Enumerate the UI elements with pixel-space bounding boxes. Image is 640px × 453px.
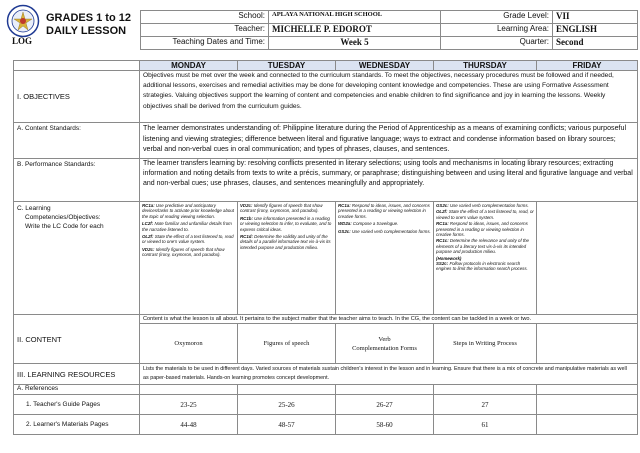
competencies-wednesday [336, 202, 434, 315]
lm-friday [537, 415, 638, 435]
content-tuesday: Figures of speech [238, 324, 336, 364]
day-thursday: THURSDAY [434, 61, 537, 71]
header-table [140, 10, 638, 50]
lc-item: GS2c: Use varied verb complementation forms. [436, 203, 529, 208]
blank-corner [14, 61, 140, 71]
content-wednesday-line2: Complementation Forms [352, 344, 417, 352]
lm-wednesday: 58-60 [336, 415, 434, 435]
day-tuesday: TUESDAY [238, 61, 336, 71]
lc-item: LC2f: Note familiar and unfamiliar details from the narrative listened to. [142, 221, 232, 232]
lesson-table [13, 60, 638, 435]
competencies-label-line2: Competencies/Objectives: [25, 214, 101, 221]
lc-item: RC1b: Use information presented in a reading or viewing selection to infer, to evaluate, and to express critical ideas. [240, 215, 332, 232]
competencies-tuesday [238, 202, 336, 315]
content-note: Content is what the lesson is all about. It pertains to the subject matter that the teacher aims to teach. In the CG, the content can be tackled in a week or two. [140, 315, 638, 324]
performance-standards-label: B. Performance Standards: [14, 159, 140, 202]
blank-cell [336, 385, 434, 395]
competencies-monday [140, 202, 238, 315]
lm-thursday: 61 [434, 415, 537, 435]
resources-label: III. LEARNING RESOURCES [14, 364, 140, 385]
teacher-value: MICHELLE P. EDOROT [269, 24, 441, 37]
logo-text: LOG [12, 36, 33, 46]
competencies-friday [537, 202, 638, 315]
seal-icon [6, 4, 40, 38]
day-wednesday: WEDNESDAY [336, 61, 434, 71]
content-monday: Oxymoron [140, 324, 238, 364]
school-label: School: [141, 11, 269, 24]
lc-item: (Homework) [436, 255, 462, 261]
lc-item: RC1d: Determine the validity and unity of the details of a parallel informative text vis-à-vis its intended purpose and production milieu. [240, 234, 331, 250]
teachers-guide-label: 1. Teacher's Guide Pages [14, 395, 140, 415]
content-thursday: Steps in Writing Process [434, 324, 537, 364]
tg-thursday: 27 [434, 395, 537, 415]
blank-cell [434, 385, 537, 395]
learners-materials-label: 2. Learner's Materials Pages [14, 415, 140, 435]
tg-monday: 23-25 [140, 395, 238, 415]
lc-item: RC1a: Use predictive and anticipatory devices/tasks to activate prior knowledge about the topic of reading viewing selection. [142, 203, 235, 219]
content-wednesday-line1: Verb [378, 335, 391, 343]
resources-note: Lists the materials to be used in different days. Varied sources of materials sustain children's interest in the lesson and in learning. Ensure that there is a mix of concrete and manipulative materials as well as paper-based materials. Hands-on learning promotes concept development. [140, 364, 638, 385]
quarter-label: Quarter: [441, 37, 553, 50]
lc-item: GS2c: Use varied verb complementation forms. [338, 228, 431, 234]
performance-standards-text: The learner transfers learning by: resolving conflicts presented in literary selections; using tools and mechanisms in locating library resources; extracting information and noting details from texts to write a précis, summary, or paraphrase; distinguishing between and using literal and figurative language and verbal and non-verbal cues; use phrases, clauses, and sentences meaningfully and appropriately. [140, 159, 638, 202]
area-value: ENGLISH [553, 24, 638, 37]
lc-item: VD2c: Identify figures of speech that show contrast (irony, oxymoron, and paradox). [240, 203, 323, 214]
competencies-label-line3: Write the LC Code for each [25, 223, 104, 230]
dates-label: Teaching Dates and Time: [141, 37, 269, 50]
lc-item: OL2f: State the effect of a text listened to, read, or viewed to one's value system. [436, 209, 534, 220]
objectives-text: Objectives must be met over the week and connected to the curriculum standards. To meet the objectives, necessary procedures must be followed and if needed, additional lessons, exercises and remedial activities may be done for developing content knowledge and competencies. These are using Formative Assessment strategies. Valuing objectives support the learning of content and competencies and enable children to find significance and joy in learning the lessons. Weekly objectives shall be derived from the curriculum guides. [140, 71, 638, 123]
dates-value: Week 5 [269, 37, 441, 50]
lc-item: OL2f: State the effect of a text listened to, read or viewed to one's value system. [142, 234, 234, 245]
competencies-label-line1: C. Learning [17, 205, 51, 212]
content-wednesday [336, 324, 434, 364]
content-friday [537, 324, 638, 364]
competencies-thursday [434, 202, 537, 315]
school-value: APLAYA NATIONAL HIGH SCHOOL [269, 11, 441, 24]
objectives-label: I. OBJECTIVES [14, 71, 140, 123]
deped-seal [6, 4, 40, 38]
quarter-value: Second [553, 37, 638, 50]
lc-item: RC1a: Respond to ideas, issues, and concerns presented in a reading or viewing selection in creative forms. [436, 221, 528, 238]
lc-item: RC1a: Respond to ideas, issues, and concerns presented in a reading or viewing selection in creative forms. [338, 203, 430, 219]
lc-item: VD2c: Identify figures of speech that show contrast (irony, oxymoron, and paradox). [142, 246, 225, 258]
content-label: II. CONTENT [14, 315, 140, 364]
lc-item: RC1c: Determine the relevance and unity of the elements of a literary text vis-à-vis its intended purpose and production milieu. [436, 238, 530, 255]
competencies-label [14, 202, 140, 315]
area-label: Learning Area: [441, 24, 553, 37]
lm-monday: 44-48 [140, 415, 238, 435]
grade-label: Grade Level: [441, 11, 553, 24]
tg-tuesday: 25-26 [238, 395, 336, 415]
blank-cell [537, 385, 638, 395]
grade-value: VII [553, 11, 638, 24]
references-label: A. References [14, 385, 140, 395]
blank-cell [238, 385, 336, 395]
title-line-2: DAILY LESSON [46, 25, 127, 37]
day-friday: FRIDAY [537, 61, 638, 71]
tg-wednesday: 26-27 [336, 395, 434, 415]
lc-item: WD2a: Compose a travelogue. [338, 221, 399, 227]
day-monday: MONDAY [140, 61, 238, 71]
lm-tuesday: 48-57 [238, 415, 336, 435]
blank-cell [140, 385, 238, 395]
title-line-1: GRADES 1 to 12 [46, 12, 131, 24]
tg-friday [537, 395, 638, 415]
lc-item: SS2c: Follow protocols in electronic search engines to limit the information search process. [436, 261, 528, 272]
content-standards-text: The learner demonstrates understanding of: Philippine literature during the Period of Apprenticeship as a means of examining conflicts; various purposeful listening and viewing strategies; difference between literal and figurative language; ways to extract and condense information based on library sources; verbal and non-verbal cues in oral communication; and types of phrases, clauses, and sentences. [140, 123, 638, 159]
content-standards-label: A. Content Standards: [14, 123, 140, 159]
teacher-label: Teacher: [141, 24, 269, 37]
